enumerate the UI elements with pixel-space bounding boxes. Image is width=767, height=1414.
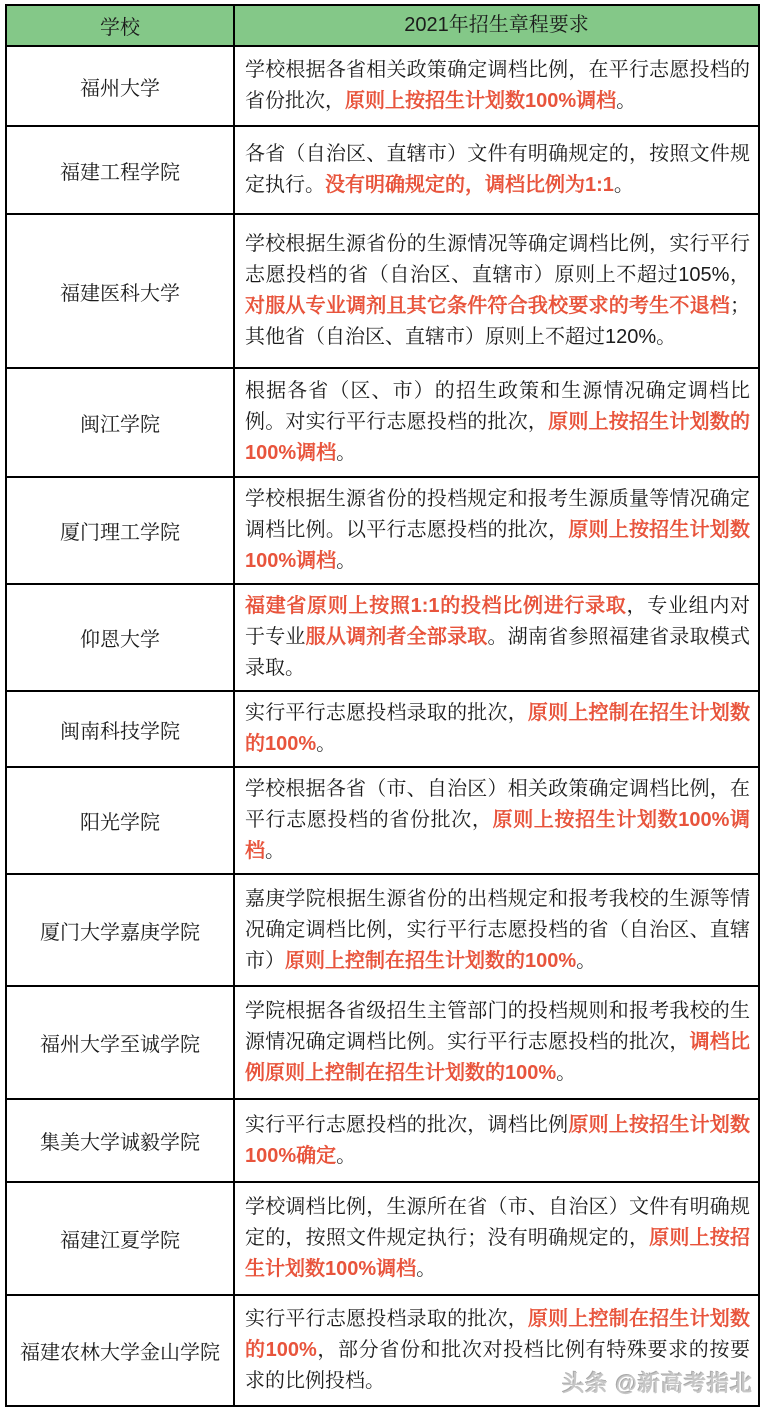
header-school: 学校 bbox=[7, 6, 235, 45]
requirement-segment: 。湖南省参照福建省录取模式录取。 bbox=[245, 626, 750, 679]
table-row bbox=[7, 476, 758, 583]
requirement-highlight: 原则上控制在招生计划数的100% bbox=[245, 702, 751, 755]
watermark: 头条 @新高考指北 bbox=[562, 1371, 753, 1396]
header-requirement: 2021年招生章程要求 bbox=[404, 14, 589, 36]
requirement-text bbox=[245, 698, 750, 760]
requirement-segment: 实行平行志愿投档录取的批次， bbox=[245, 702, 528, 724]
requirement-segment: 学校调档比例，生源所在省（市、自治区）文件有明确规定的，按照文件规定执行；没有明确规定的， bbox=[245, 1196, 750, 1249]
requirement-cell bbox=[235, 585, 758, 690]
table-row bbox=[7, 985, 758, 1098]
school-name: 厦门理工学院 bbox=[7, 478, 235, 583]
requirement-text bbox=[245, 591, 750, 684]
requirement-highlight: 原则上按招生计划数100%确定 bbox=[245, 1113, 751, 1167]
requirement-segment: 。 bbox=[576, 949, 597, 972]
table-row bbox=[7, 873, 758, 985]
requirement-cell bbox=[235, 127, 758, 213]
requirement-highlight: 福建省原则上按照1:1的投档比例进行录取 bbox=[245, 595, 627, 617]
table-row bbox=[7, 367, 758, 476]
requirement-cell bbox=[235, 875, 758, 985]
requirement-text bbox=[245, 1110, 750, 1172]
requirement-highlight: 原则上控制在招生计划数的100% bbox=[285, 949, 577, 972]
requirement-segment: 。 bbox=[416, 1258, 437, 1280]
requirement-highlight: 原则上按招生计划数100%调档 bbox=[345, 90, 617, 112]
school-name: 集美大学诚毅学院 bbox=[7, 1100, 235, 1181]
requirement-cell bbox=[235, 987, 758, 1098]
requirement-text bbox=[245, 139, 750, 201]
requirement-segment: ，部分省份和批次对投档比例有特殊要求的按要求的比例投档。 bbox=[245, 1339, 751, 1392]
requirement-segment: 。 bbox=[336, 1144, 357, 1167]
school-name: 闽江学院 bbox=[7, 369, 235, 476]
requirement-segment: 学校根据各省相关政策确定调档比例，在平行志愿投档的省份批次， bbox=[245, 59, 750, 112]
requirement-highlight: 原则上按招生计划数100%调档 bbox=[245, 1227, 751, 1280]
requirement-segment: ，专业组内对于专业 bbox=[245, 595, 751, 648]
requirement-segment: 。 bbox=[336, 550, 357, 572]
table-row bbox=[7, 766, 758, 873]
table-row bbox=[7, 45, 758, 125]
requirement-segment: 。 bbox=[616, 90, 637, 112]
requirement-segment: 。 bbox=[316, 733, 337, 755]
requirement-highlight: 没有明确规定的，调档比例为1:1 bbox=[325, 174, 614, 196]
requirement-segment: 嘉庚学院根据生源省份的出档规定和报考我校的生源等情况确定调档比例，实行平行志愿投档的省（自治区、直辖市） bbox=[245, 887, 750, 972]
school-name: 福建医科大学 bbox=[7, 215, 235, 367]
requirement-highlight: 对服从专业调剂且其它条件符合我校要求的考生不退档 bbox=[245, 295, 730, 317]
requirement-cell bbox=[235, 478, 758, 583]
requirement-segment: 学院根据各省级招生主管部门的投档规则和报考我校的生源情况确定调档比例。实行平行志愿投档的批次， bbox=[245, 1000, 750, 1053]
requirement-segment: ；其他省（自治区、直辖市）原则上不超过120%。 bbox=[245, 295, 750, 348]
requirement-segment: 实行平行志愿投档录取的批次， bbox=[245, 1308, 528, 1330]
requirement-segment: 。 bbox=[265, 840, 285, 862]
school-name: 福州大学 bbox=[7, 47, 235, 125]
requirement-segment: 实行平行志愿投档的批次，调档比例 bbox=[245, 1113, 569, 1136]
school-name: 仰恩大学 bbox=[7, 585, 235, 690]
requirement-text bbox=[245, 996, 750, 1089]
requirement-text bbox=[245, 1192, 750, 1285]
requirement-text bbox=[245, 774, 750, 867]
requirement-text bbox=[245, 55, 750, 117]
school-name: 福建江夏学院 bbox=[7, 1183, 235, 1294]
requirement-highlight: 原则上按招生计划数100%调档 bbox=[245, 809, 751, 862]
table-row bbox=[7, 690, 758, 766]
table-row bbox=[7, 1098, 758, 1181]
school-name: 福建农林大学金山学院 bbox=[7, 1296, 235, 1405]
school-name: 福州大学至诚学院 bbox=[7, 987, 235, 1098]
requirement-segment: 学校根据生源省份的投档规定和报考生源质量等情况确定调档比例。以平行志愿投档的批次， bbox=[245, 488, 750, 541]
requirement-text bbox=[245, 884, 750, 977]
requirement-cell bbox=[235, 47, 758, 125]
school-name: 闽南科技学院 bbox=[7, 692, 235, 766]
school-name: 福建工程学院 bbox=[7, 127, 235, 213]
admission-table bbox=[5, 4, 760, 1407]
table-row bbox=[7, 1181, 758, 1294]
requirement-text bbox=[245, 484, 750, 577]
table-row bbox=[7, 125, 758, 213]
requirement-highlight: 服从调剂者全部录取 bbox=[305, 626, 488, 648]
requirement-segment: 。 bbox=[613, 174, 634, 196]
requirement-cell bbox=[235, 1183, 758, 1294]
requirement-text bbox=[245, 229, 750, 353]
school-name: 厦门大学嘉庚学院 bbox=[7, 875, 235, 985]
requirement-cell bbox=[235, 369, 758, 476]
school-name: 阳光学院 bbox=[7, 768, 235, 873]
requirement-highlight: 原则上控制在招生计划数的100% bbox=[245, 1308, 751, 1361]
requirement-cell bbox=[235, 692, 758, 766]
requirement-cell bbox=[235, 768, 758, 873]
requirement-segment: 。 bbox=[336, 442, 357, 464]
requirement-cell bbox=[235, 215, 758, 367]
requirement-segment: 学校根据生源省份的生源情况等确定调档比例，实行平行志愿投档的省（自治区、直辖市）原则上不超过105%， bbox=[245, 233, 750, 286]
requirement-highlight: 原则上按招生计划数的100%调档 bbox=[245, 411, 750, 464]
requirement-highlight: 调档比例原则上控制在招生计划数的100% bbox=[245, 1031, 751, 1084]
requirement-segment: 学校根据各省（市、自治区）相关政策确定调档比例，在平行志愿投档的省份批次， bbox=[245, 778, 750, 831]
requirement-segment: 。 bbox=[556, 1062, 577, 1084]
requirement-text bbox=[245, 376, 750, 469]
requirement-cell bbox=[235, 1100, 758, 1181]
requirement-highlight: 原则上按招生计划数100%调档 bbox=[245, 519, 751, 572]
table-row bbox=[7, 213, 758, 367]
requirement-segment: 各省（自治区、直辖市）文件有明确规定的，按照文件规定执行。 bbox=[245, 143, 750, 196]
requirement-segment: 根据各省（区、市）的招生政策和生源情况确定调档比例。对实行平行志愿投档的批次， bbox=[245, 380, 750, 433]
table-header-row bbox=[7, 6, 758, 45]
table-row bbox=[7, 583, 758, 690]
